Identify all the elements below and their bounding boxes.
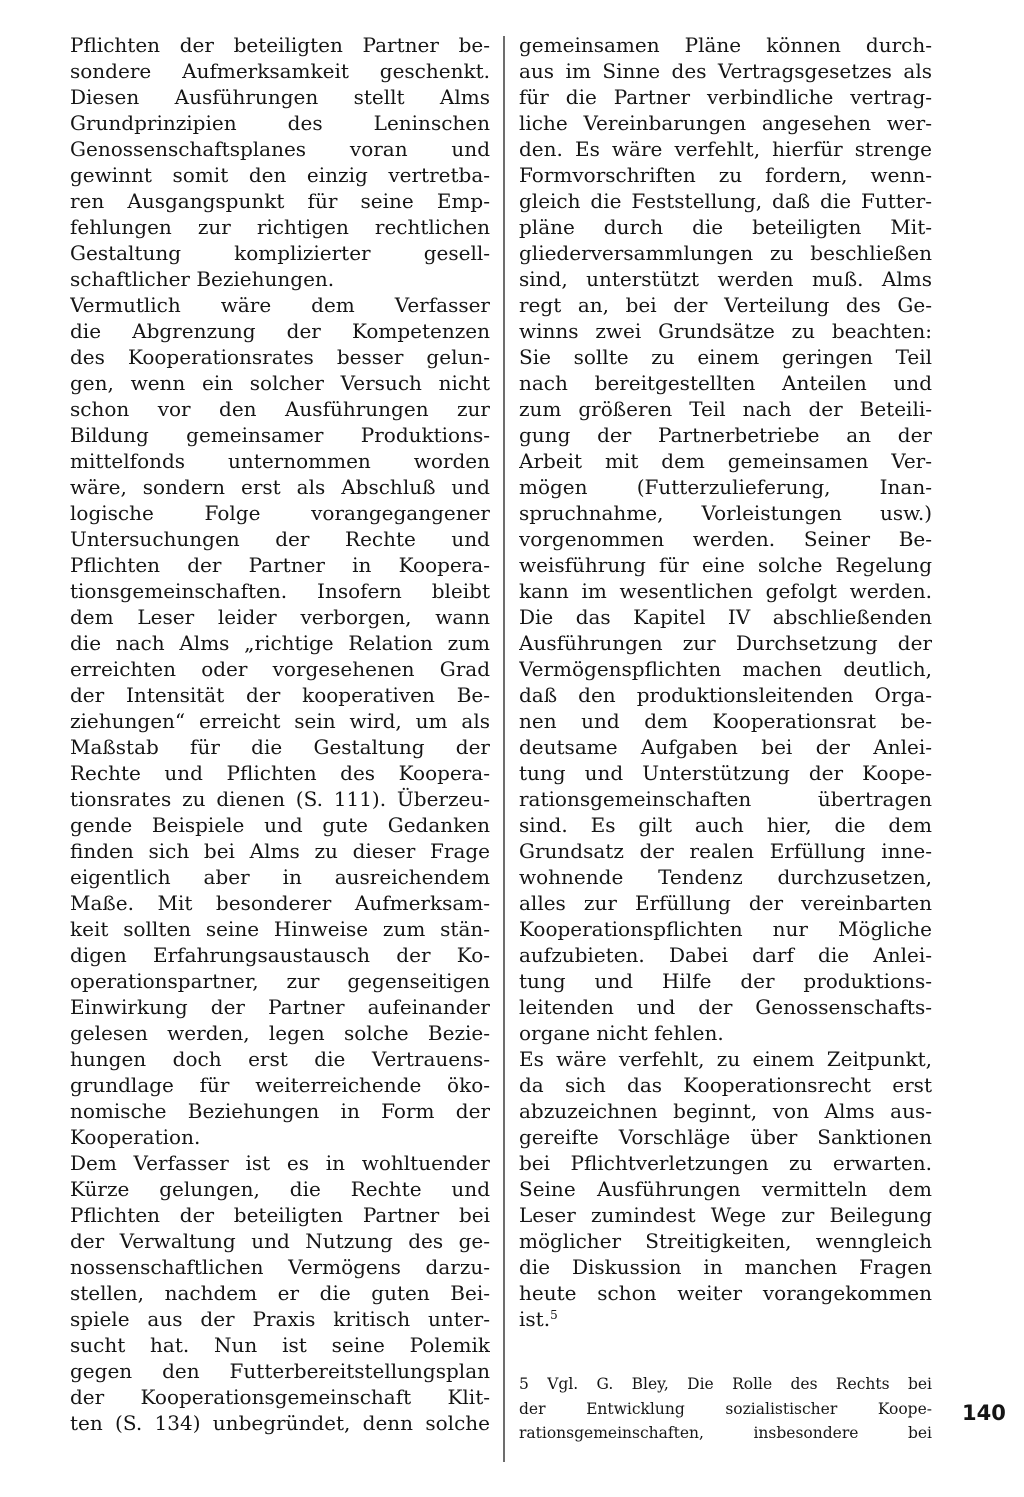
text-line: deutsame Aufgaben bei der Anlei- xyxy=(519,735,932,759)
text-line: nomische Beziehungen in Form der xyxy=(70,1099,490,1123)
text-line: tionsrates zu dienen (S. 111). Überzeu- xyxy=(70,787,490,811)
footnote xyxy=(519,1372,932,1446)
text-line: heute schon weiter vorangekommen xyxy=(519,1281,932,1305)
text-line: gemeinsamen Pläne können durch- xyxy=(519,33,932,57)
text-line: Formvorschriften zu fordern, wenn- xyxy=(519,163,932,187)
text-line: aufzubieten. Dabei darf die Anlei- xyxy=(519,943,932,967)
text-line: regt an, bei der Verteilung des Ge- xyxy=(519,293,932,317)
text-line: finden sich bei Alms zu dieser Frage xyxy=(70,839,490,863)
text-line: des Kooperationsrates besser gelun- xyxy=(70,345,490,369)
text-line: bei Pflichtverletzungen zu erwarten. xyxy=(519,1151,932,1175)
text-line: winns zwei Grundsätze zu beachten: xyxy=(519,319,932,343)
text-line: Maße. Mit besonderer Aufmerksam- xyxy=(70,891,490,915)
text-line: liche Vereinbarungen angesehen wer- xyxy=(519,111,932,135)
text-line: Leser zumindest Wege zur Beilegung xyxy=(519,1203,932,1227)
text-line: der Verwaltung und Nutzung des ge- xyxy=(70,1229,490,1253)
text-line: der Intensität der kooperativen Be- xyxy=(70,683,490,707)
text-line: der Kooperationsgemeinschaft Klit- xyxy=(70,1385,490,1409)
text-line: aus im Sinne des Vertragsgesetzes als xyxy=(519,59,932,83)
text-line: kann im wesentlichen gefolgt werden. xyxy=(519,579,932,603)
page-number: 140 xyxy=(962,1401,1006,1425)
text-line: nen und dem Kooperationsrat be- xyxy=(519,709,932,733)
text-line: logische Folge vorangegangener xyxy=(70,501,490,525)
text-line: wäre, sondern erst als Abschluß und xyxy=(70,475,490,499)
text-line: mittelfonds unternommen worden xyxy=(70,449,490,473)
text-line: nossenschaftlichen Vermögens darzu- xyxy=(70,1255,490,1279)
text-line: keit sollten seine Hinweise zum stän- xyxy=(70,917,490,941)
text-line: Gestaltung komplizierter gesell- xyxy=(70,241,490,265)
text-line: leitenden und der Genossenschafts- xyxy=(519,995,932,1019)
text-line: Untersuchungen der Rechte und xyxy=(70,527,490,551)
text-line: pläne durch die beteiligten Mit- xyxy=(519,215,932,239)
text-line: eigentlich aber in ausreichendem xyxy=(70,865,490,889)
text-line: grundlage für weiterreichende öko- xyxy=(70,1073,490,1097)
text-line: nach bereitgestellten Anteilen und xyxy=(519,371,932,395)
text-line: Seine Ausführungen vermitteln dem xyxy=(519,1177,932,1201)
text-line: Sie sollte zu einem geringen Teil xyxy=(519,345,932,369)
text-line: rationsgemeinschaften übertragen xyxy=(519,787,932,811)
text-line: alles zur Erfüllung der vereinbarten xyxy=(519,891,932,915)
text-line: Vermutlich wäre dem Verfasser xyxy=(70,293,490,317)
text-line: erreichten oder vorgesehenen Grad xyxy=(70,657,490,681)
text-line: sucht hat. Nun ist seine Polemik xyxy=(70,1333,490,1357)
text-line: schon vor den Ausführungen zur xyxy=(70,397,490,421)
text-line: Arbeit mit dem gemeinsamen Ver- xyxy=(519,449,932,473)
text-line: organe nicht fehlen. xyxy=(519,1021,724,1045)
text-line: Pflichten der Partner in Koopera- xyxy=(70,553,490,577)
text-line: operationspartner, zur gegenseitigen xyxy=(70,969,490,993)
text-line: ren Ausgangspunkt für seine Emp- xyxy=(70,189,490,213)
text-line: Bildung gemeinsamer Produktions- xyxy=(70,423,490,447)
text-line: spiele aus der Praxis kritisch unter- xyxy=(70,1307,490,1331)
text-line: Pflichten der beteiligten Partner bei xyxy=(70,1203,490,1227)
text-line: gegen den Futterbereitstellungsplan xyxy=(70,1359,490,1383)
text-line: tung und Unterstützung der Koope- xyxy=(519,761,932,785)
text-line: Es wäre verfehlt, zu einem Zeitpunkt, xyxy=(519,1047,932,1071)
text-line: weisführung für eine solche Regelung xyxy=(519,553,932,577)
text-line: gende Beispiele und gute Gedanken xyxy=(70,813,490,837)
footnote-reference: 5 xyxy=(550,1308,558,1322)
text-line: sind, unterstützt werden muß. Alms xyxy=(519,267,932,291)
text-line: Einwirkung der Partner aufeinander xyxy=(70,995,490,1019)
text-line: Vermögenspflichten machen deutlich, xyxy=(519,657,932,681)
text-line: daß den produktionsleitenden Orga- xyxy=(519,683,932,707)
text-line: dem Leser leider verborgen, wann xyxy=(70,605,490,629)
text-line: gliederversammlungen zu beschließen xyxy=(519,241,932,265)
text-line: für die Partner verbindliche vertrag- xyxy=(519,85,932,109)
left-text-column xyxy=(70,32,490,1436)
text-line: fehlungen zur richtigen rechtlichen xyxy=(70,215,490,239)
text-line: Kürze gelungen, die Rechte und xyxy=(70,1177,490,1201)
text-line: Kooperationspflichten nur Mögliche xyxy=(519,917,932,941)
text-line: gereifte Vorschläge über Sanktionen xyxy=(519,1125,932,1149)
text-line: spruchnahme, Vorleistungen usw.) xyxy=(519,501,932,525)
text-line: sondere Aufmerksamkeit geschenkt. xyxy=(70,59,490,83)
text-line: Ausführungen zur Durchsetzung der xyxy=(519,631,932,655)
text-line: gleich die Feststellung, daß die Futter- xyxy=(519,189,932,213)
text-line: möglicher Streitigkeiten, wenngleich xyxy=(519,1229,932,1253)
text-line: digen Erfahrungsaustausch der Ko- xyxy=(70,943,490,967)
footnote-line: rationsgemeinschaften, insbesondere bei xyxy=(519,1424,932,1442)
text-line: gen, wenn ein solcher Versuch nicht xyxy=(70,371,490,395)
text-line: den. Es wäre verfehlt, hierfür strenge xyxy=(519,137,932,161)
right-text-column xyxy=(519,32,932,1446)
text-line: ten (S. 134) unbegründet, denn solche xyxy=(70,1411,490,1435)
text-line: wohnende Tendenz durchzusetzen, xyxy=(519,865,932,889)
text-line: da sich das Kooperationsrecht erst xyxy=(519,1073,932,1097)
footnote-line: der Entwicklung sozialistischer Koope- xyxy=(519,1399,932,1418)
right-body-text xyxy=(519,32,932,1332)
text-line: Grundprinzipien des Leninschen xyxy=(70,111,490,135)
text-line: Maßstab für die Gestaltung der xyxy=(70,735,490,759)
text-line: die Abgrenzung der Kompetenzen xyxy=(70,319,490,343)
text-line: mögen (Futterzulieferung, Inan- xyxy=(519,475,932,499)
text-line: gung der Partnerbetriebe an der xyxy=(519,423,932,447)
text-line: Pflichten der beteiligten Partner be- xyxy=(70,33,490,57)
text-line: abzuzeichnen beginnt, von Alms aus- xyxy=(519,1099,932,1123)
text-line: sind. Es gilt auch hier, die dem xyxy=(519,813,932,837)
text-line: schaftlicher Beziehungen. xyxy=(70,267,335,291)
text-line: hungen doch erst die Vertrauens- xyxy=(70,1047,490,1071)
text-line: stellen, nachdem er die guten Bei- xyxy=(70,1281,490,1305)
text-line: tionsgemeinschaften. Insofern bleibt xyxy=(70,579,490,603)
text-line: ist.$^5$ xyxy=(519,1307,558,1331)
text-line: zum größeren Teil nach der Beteili- xyxy=(519,397,932,421)
column-divider xyxy=(503,36,505,1462)
text-line: ziehungen“ erreicht sein wird, um als xyxy=(70,709,490,733)
text-line: Kooperation. xyxy=(70,1125,201,1149)
text-line: vorgenommen werden. Seiner Be- xyxy=(519,527,932,551)
text-line: tung und Hilfe der produktions- xyxy=(519,969,932,993)
text-line: die nach Alms „richtige Relation zum xyxy=(70,631,490,655)
text-line: Rechte und Pflichten des Koopera- xyxy=(70,761,490,785)
text-line: gelesen werden, legen solche Bezie- xyxy=(70,1021,490,1045)
text-line: Grundsatz der realen Erfüllung inne- xyxy=(519,839,932,863)
text-line: die Diskussion in manchen Fragen xyxy=(519,1255,932,1279)
text-line: Genossenschaftsplanes voran und xyxy=(70,137,490,161)
text-line: Dem Verfasser ist es in wohltuender xyxy=(70,1151,490,1175)
text-line: Diesen Ausführungen stellt Alms xyxy=(70,85,490,109)
text-line: gewinnt somit den einzig vertretba- xyxy=(70,163,490,187)
footnote-line: 5 Vgl. G. Bley, Die Rolle des Rechts bei xyxy=(519,1375,932,1393)
text-line: Die das Kapitel IV abschließenden xyxy=(519,605,932,629)
